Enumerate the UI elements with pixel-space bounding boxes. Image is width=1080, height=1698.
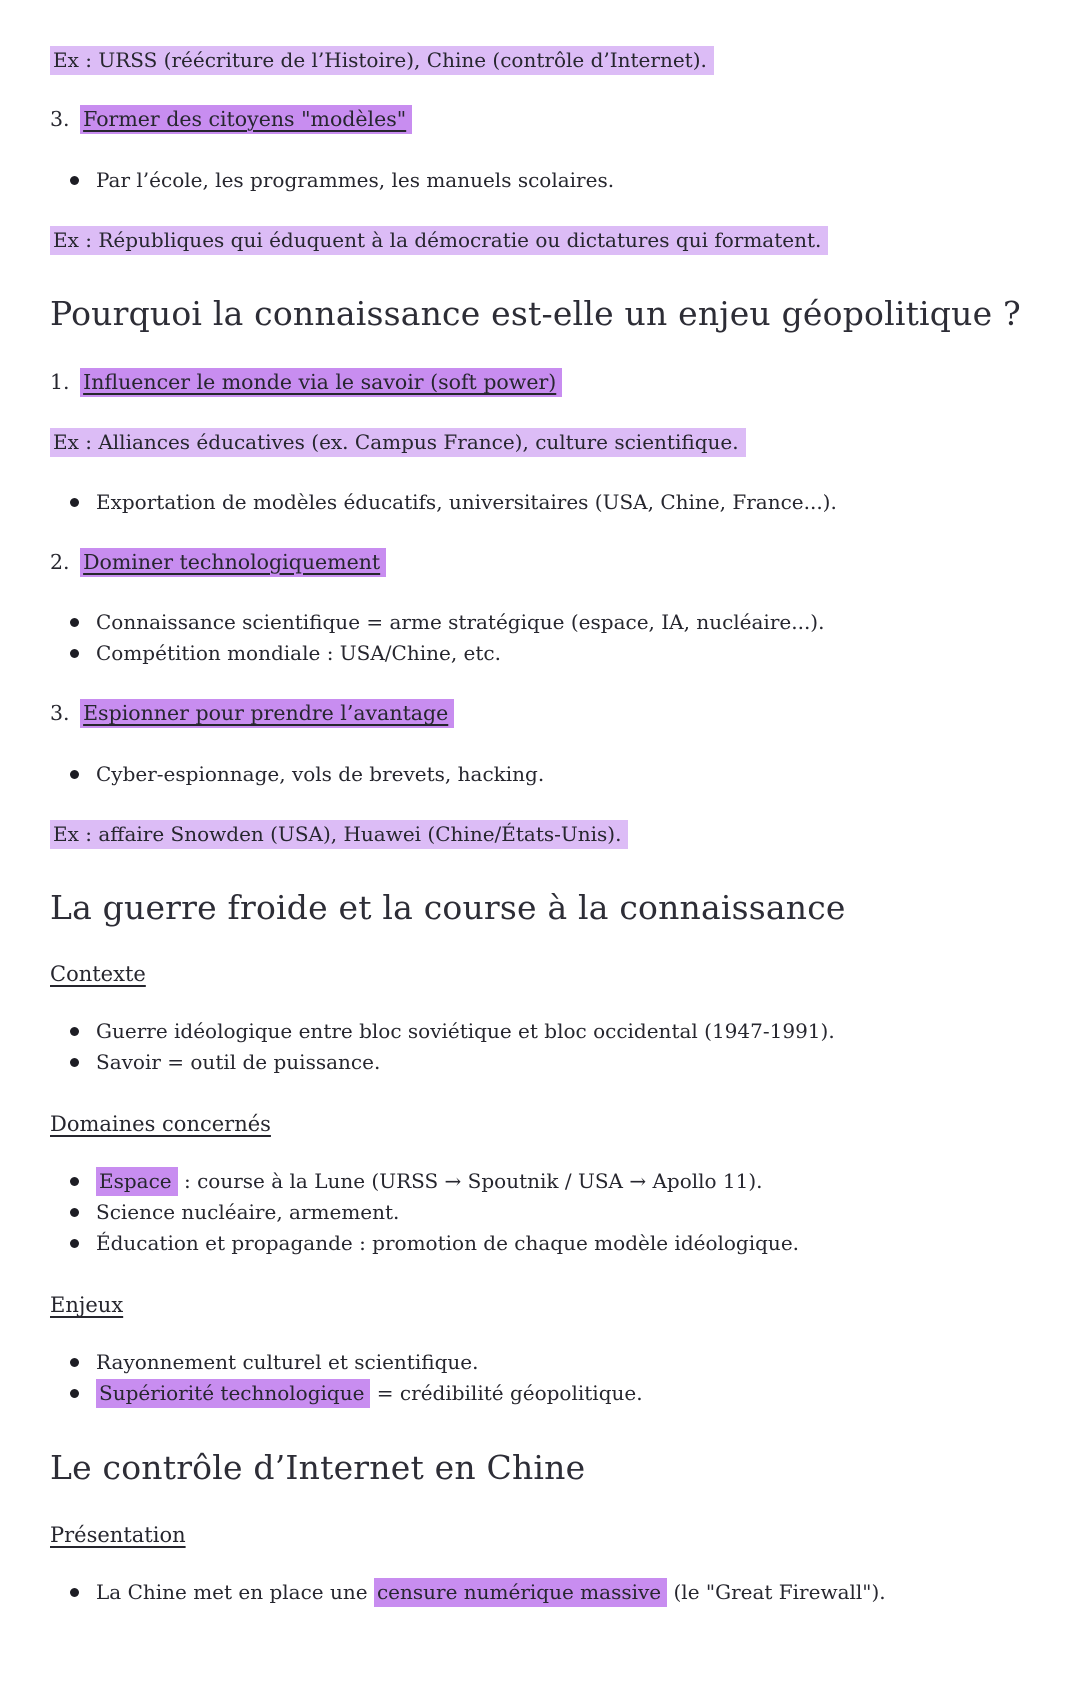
highlighted-example-text: Ex : Alliances éducatives (ex. Campus France), culture scientifique. xyxy=(50,428,746,457)
text-segment: Éducation et propagande : promotion de chaque modèle idéologique. xyxy=(96,1231,800,1256)
highlighted-example-text: Ex : Républiques qui éduquent à la démocratie ou dictatures qui formatent. xyxy=(50,226,828,255)
list-number: 2. xyxy=(50,549,70,574)
numbered-heading xyxy=(50,368,1030,398)
bullet-list xyxy=(50,487,1030,518)
bullet-list xyxy=(50,1166,1030,1259)
bullet-list xyxy=(50,759,1030,790)
text-segment: La Chine met en place une xyxy=(96,1579,374,1604)
bullet-item xyxy=(70,487,1030,518)
text-segment: Savoir = outil de puissance. xyxy=(96,1050,381,1075)
bullet-item xyxy=(70,165,1030,196)
text-segment: Rayonnement culturel et scientifique. xyxy=(96,1350,479,1375)
sub-heading xyxy=(50,1112,1030,1136)
list-number: 3. xyxy=(50,107,70,131)
example-line xyxy=(50,226,1030,255)
text-segment: = crédibilité géopolitique. xyxy=(370,1381,643,1406)
bullet-item xyxy=(70,759,1030,790)
bullet-item xyxy=(70,1197,1030,1228)
bullet-list xyxy=(50,1016,1030,1078)
sub-heading-label: Présentation xyxy=(50,1522,186,1547)
sub-heading xyxy=(50,1523,1030,1547)
sub-heading-label: Contexte xyxy=(50,962,146,987)
example-line xyxy=(50,46,1030,75)
section-heading: Le contrôle d’Internet en Chine xyxy=(50,1448,586,1488)
highlighted-keyword-heading: Former des citoyens "modèles" xyxy=(80,105,412,134)
text-segment: (le "Great Firewall"). xyxy=(667,1579,886,1604)
highlighted-keyword: censure numérique massive xyxy=(374,1578,667,1607)
section-heading: La guerre froide et la course à la connaissance xyxy=(50,888,846,928)
highlighted-keyword-heading: Dominer technologiquement xyxy=(80,548,386,577)
sub-heading-label: Domaines concernés xyxy=(50,1112,271,1137)
sub-heading-label: Enjeux xyxy=(50,1293,124,1318)
highlighted-keyword: Espace xyxy=(96,1167,178,1196)
text-segment: Exportation de modèles éducatifs, universitaires (USA, Chine, France...). xyxy=(96,489,837,514)
sub-heading xyxy=(50,1293,1030,1317)
highlighted-keyword-heading: Espionner pour prendre l’avantage xyxy=(80,699,454,728)
section-heading: Pourquoi la connaissance est-elle un enjeu géopolitique ? xyxy=(50,293,1021,333)
numbered-heading xyxy=(50,699,1030,729)
bullet-list xyxy=(50,1347,1030,1409)
numbered-heading xyxy=(50,105,1030,135)
text-segment: : course à la Lune (URSS → Spoutnik / USA → Apollo 11). xyxy=(177,1169,763,1194)
bullet-item xyxy=(70,1378,1030,1409)
bullet-list xyxy=(50,165,1030,196)
text-segment: Science nucléaire, armement. xyxy=(96,1200,400,1225)
bullet-item xyxy=(70,1016,1030,1047)
example-line xyxy=(50,820,1030,849)
example-line xyxy=(50,428,1030,457)
bullet-list xyxy=(50,607,1030,669)
numbered-heading xyxy=(50,548,1030,578)
bullet-item xyxy=(70,1347,1030,1378)
text-segment: Guerre idéologique entre bloc soviétique et bloc occidental (1947-1991). xyxy=(96,1019,835,1044)
highlighted-example-text: Ex : affaire Snowden (USA), Huawei (Chine/États-Unis). xyxy=(50,820,628,849)
bullet-item xyxy=(70,607,1030,638)
document-content xyxy=(50,46,1030,1608)
text-segment: Cyber-espionnage, vols de brevets, hacking. xyxy=(96,762,545,787)
highlighted-keyword-heading: Influencer le monde via le savoir (soft power) xyxy=(80,368,562,397)
list-number: 1. xyxy=(50,369,70,394)
highlighted-example-text: Ex : URSS (réécriture de l’Histoire), Chine (contrôle d’Internet). xyxy=(50,46,714,75)
text-segment: Connaissance scientifique = arme stratégique (espace, IA, nucléaire...). xyxy=(96,610,825,635)
text-segment: Compétition mondiale : USA/Chine, etc. xyxy=(96,641,501,666)
bullet-item xyxy=(70,1047,1030,1078)
bullet-item xyxy=(70,638,1030,669)
highlighted-keyword: Supériorité technologique xyxy=(96,1379,370,1408)
bullet-list xyxy=(50,1577,1030,1608)
bullet-item xyxy=(70,1166,1030,1197)
list-number: 3. xyxy=(50,701,70,726)
sub-heading xyxy=(50,962,1030,986)
bullet-item xyxy=(70,1577,1030,1608)
bullet-item xyxy=(70,1228,1030,1259)
text-segment: Par l’école, les programmes, les manuels scolaires. xyxy=(96,167,615,192)
